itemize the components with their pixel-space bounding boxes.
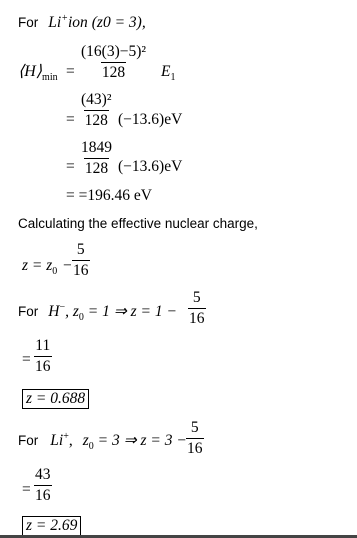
li-denominator: 16	[187, 439, 203, 457]
li-z0: $z_0$	[82, 432, 94, 452]
hminus-z0: , $z_0$	[65, 303, 84, 323]
hminus-denominator: 16	[189, 309, 205, 327]
expectation-lhs: $⟨H⟩_{min}$	[18, 63, 58, 83]
result1-fraction	[34, 338, 52, 374]
step2-factor: (−13.6)eV	[118, 158, 183, 175]
step1-factor: (−13.6)eV	[118, 111, 183, 128]
step2-fraction	[80, 140, 113, 176]
boxed-result-li: z = 2.69	[22, 516, 81, 536]
step3-result: = =196.46 eV	[66, 187, 152, 204]
hminus-fraction	[188, 290, 206, 326]
z-formula-lhs: $z = z_0$	[22, 257, 58, 277]
result2-eq: =	[22, 481, 31, 498]
step1-eq: =	[66, 111, 75, 128]
result2-fraction	[34, 467, 52, 503]
z-formula-denominator: 16	[73, 261, 89, 279]
hminus-for-label: For	[18, 304, 39, 319]
expectation-fraction	[80, 44, 147, 80]
expectation-eq: =	[66, 63, 75, 80]
hminus-numerator: 5	[192, 289, 201, 306]
li-for-label: For	[18, 433, 39, 448]
e1-symbol: $E_1$	[161, 63, 176, 83]
for-label: For	[18, 15, 39, 30]
z-formula-numerator: 5	[76, 241, 85, 258]
result1-eq: =	[22, 351, 31, 368]
intro-line	[18, 14, 146, 31]
step1-fraction	[80, 92, 112, 128]
caption-text: Calculating the effective nuclear charge,	[18, 216, 258, 231]
z-formula-fraction	[72, 242, 90, 278]
expectation-denominator: 128	[101, 63, 126, 81]
li-fraction	[186, 420, 204, 456]
hminus-condition: = 1 ⇒ z = 1 −	[83, 303, 177, 320]
li-symbol: Li+	[50, 431, 69, 449]
z-formula-minus: −	[63, 257, 72, 274]
result1-numerator: 11	[35, 337, 51, 354]
li-line	[18, 432, 187, 452]
lithium-symbol: Li+ion	[48, 13, 88, 31]
step1-numerator: (43)²	[81, 91, 112, 108]
step2-denominator: 128	[84, 159, 109, 177]
hminus-line	[18, 303, 177, 323]
hminus-symbol: H−	[48, 302, 66, 320]
boxed-result-hminus: z = 0.688	[22, 389, 89, 409]
step1-denominator: 128	[84, 111, 108, 129]
z0-condition: (z0 = 3),	[91, 14, 146, 31]
step2-numerator: 1849	[81, 139, 112, 156]
expectation-numerator: (16(3)−5)²	[81, 43, 147, 60]
step2-eq: =	[66, 158, 75, 175]
li-condition: = 3 ⇒ z = 3 −	[93, 432, 187, 449]
result2-numerator: 43	[35, 466, 51, 483]
li-comma: ,	[68, 432, 73, 449]
result1-denominator: 16	[35, 357, 51, 375]
li-numerator: 5	[190, 419, 199, 436]
result2-denominator: 16	[35, 486, 51, 504]
